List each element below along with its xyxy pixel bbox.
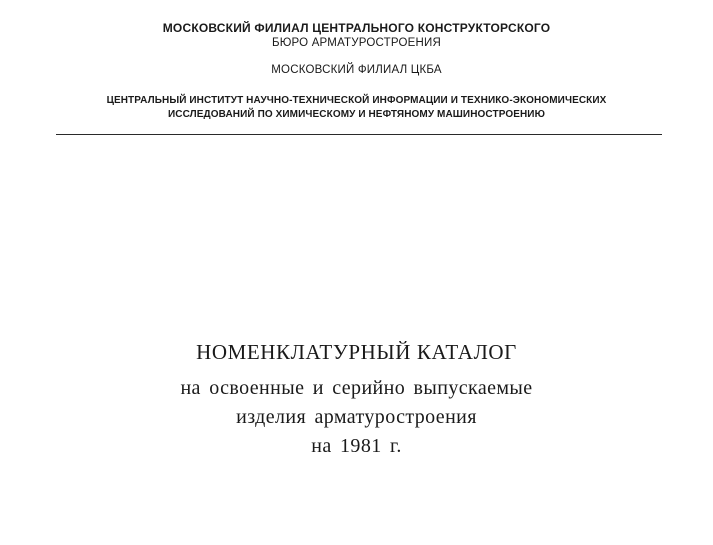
catalog-subtitle-line-2: изделия арматуростроения (236, 406, 477, 428)
org-name-line-2: БЮРО АРМАТУРОСТРОЕНИЯ (271, 37, 442, 49)
institute-name-line-2: ИССЛЕДОВАНИЙ ПО ХИМИЧЕСКОМУ И НЕФТЯНОМУ МАШИНОСТРОЕНИЮ (167, 109, 546, 120)
catalog-year-line: на 1981 г. (311, 435, 402, 457)
institute-name-line-1: ЦЕНТРАЛЬНЫЙ ИНСТИТУТ НАУЧНО-ТЕХНИЧЕСКОЙ ИНФОРМАЦИИ И ТЕХНИКО-ЭКОНОМИЧЕСКИХ (106, 95, 607, 106)
org-name-line-1: МОСКОВСКИЙ ФИЛИАЛ ЦЕНТРАЛЬНОГО КОНСТРУКТОРСКОГО (162, 21, 551, 35)
catalog-subtitle-line-1: на освоенные и серийно выпускаемые (180, 377, 533, 399)
header-divider (56, 134, 662, 135)
catalog-title: НОМЕНКЛАТУРНЫЙ КАТАЛОГ (196, 340, 517, 364)
org-short-name: МОСКОВСКИЙ ФИЛИАЛ ЦКБА (271, 64, 442, 76)
